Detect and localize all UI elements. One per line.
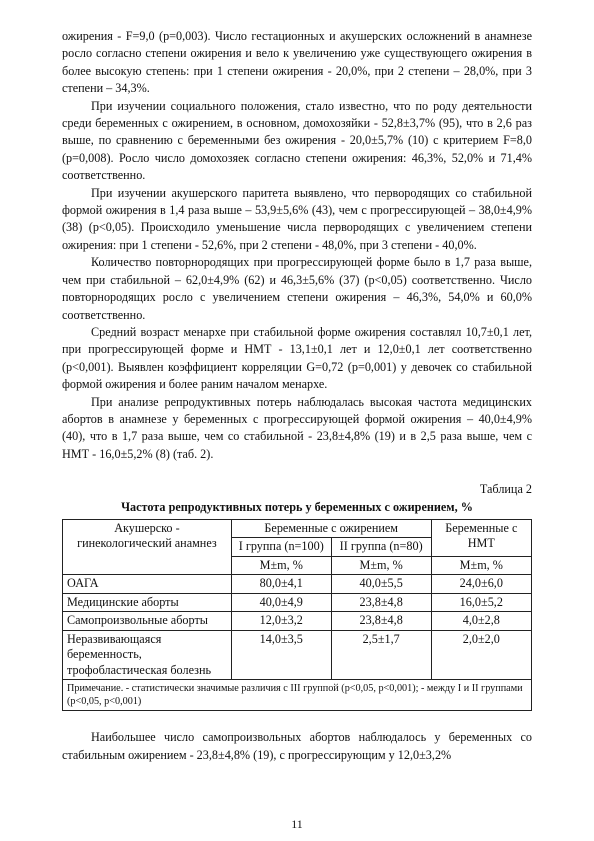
paragraph-1: ожирения - F=9,0 (p=0,003). Число гестационных и акушерских осложнений в анамнезе росло согласно степени ожирения и вело к увеличению уже существующего ожирения в более высокую степень: при 1 степени ожирения - 20,0%, при 2 степени – 28,0%, при 3 степени – 34,3%.: [62, 29, 532, 96]
row-label: Самопроизвольные аборты: [63, 612, 232, 631]
header-unit: M±m, %: [331, 556, 431, 575]
header-unit: M±m, %: [231, 556, 331, 575]
paragraph-2: При изучении социального положения, стало известно, что по роду деятельности среди беременных с ожирением, в основном, домохозяйки - 52,8±3,7% (95), что в 2,6 раз выше, по сравнению с беременными без ожирения - 20,0±5,7% (10) с критерием F=8,0 (p=0,008). Росло число домохозяек согласно степени ожирения: 46,3%, 52,0% и 71,4% соответственно.: [62, 98, 532, 183]
cell-group-2: 40,0±5,5: [331, 575, 431, 594]
paragraph-5: Средний возраст менархе при стабильной форме ожирения составлял 10,7±0,1 лет, при прогрессирующей форме и НМТ - 13,1±0,1 лет и 12,0±0,1 лет соответственно (p<0,001). Выявлен коэффициент корреляции G=0,72 (p=0,001) у девочек со стабильной формой ожирения и более раним началом менархе.: [62, 324, 532, 392]
cell-group-3: 16,0±5,2: [431, 593, 531, 612]
cell-group-3: 2,0±2,0: [431, 630, 531, 680]
table-header-row: [63, 519, 532, 538]
cell-group-2: 23,8±4,8: [331, 612, 431, 631]
table-row: [63, 593, 532, 612]
table-label: Таблица 2: [479, 482, 532, 497]
paragraph-3: При изучении акушерского паритета выявлено, что первородящих со стабильной формой ожирения в 1,4 раза выше – 53,9±5,6% (43), чем с прогрессирующей – 38,0±4,9% (38) (p<0,05). Происходило уменьшение числа первородящих с увеличением степени ожирения: при 1 степени - 52,6%, при 2 степени - 48,0%, при 3 степени - 40,0%.: [62, 185, 532, 252]
table-note: Примечание. - статистически значимые различия с III группой (p<0,05, p<0,001); - между I и II группами (p<0,05, p<0,001): [63, 680, 532, 711]
row-label: ОАГА: [63, 575, 232, 594]
paragraph-6: При анализе репродуктивных потерь наблюдалась высокая частота медицинских абортов в анамнезе у беременных с прогрессирующей формой ожирения – 40,0±4,9% (40), что в 1,7 раза выше, чем со стабильной - 23,8±4,8% (19) и в 2,5 раза выше, чем с НМТ - 16,0±5,2% (8) (таб. 2).: [62, 394, 532, 461]
table-title: Частота репродуктивных потерь у беременных с ожирением, %: [121, 499, 473, 514]
table-note-row: [63, 680, 532, 711]
row-label: Неразвивающаяся беременность, трофобластическая болезнь: [63, 630, 232, 680]
data-table: [62, 519, 532, 712]
cell-group-3: 24,0±6,0: [431, 575, 531, 594]
table-row: [63, 630, 532, 680]
row-label: Медицинские аборты: [63, 593, 232, 612]
cell-group-2: 2,5±1,7: [331, 630, 431, 680]
cell-group-1: 14,0±3,5: [231, 630, 331, 680]
cell-group-2: 23,8±4,8: [331, 593, 431, 612]
cell-group-1: 80,0±4,1: [231, 575, 331, 594]
header-group-2: II группа (n=80): [331, 538, 431, 557]
paragraph-7: Наибольшее число самопроизвольных абортов наблюдалось у беременных со стабильным ожирением - 23,8±4,8% (19), с прогрессирующим у 12,0±3,2%: [62, 730, 532, 762]
header-obese: Беременные с ожирением: [231, 519, 431, 538]
header-unit: M±m, %: [431, 556, 531, 575]
table-row: [63, 612, 532, 631]
header-group-1: I группа (n=100): [231, 538, 331, 557]
paragraph-4: Количество повторнородящих при прогрессирующей форме было в 1,7 раза выше, чем при стабильной – 62,0±4,9% (62) и 46,3±5,6% (37) (p<0,05) соответственно. Число повторнородящих росло с увеличением степени ожирения – 46,3%, 54,0% и 60,0% соответственно.: [62, 255, 532, 322]
cell-group-1: 12,0±3,2: [231, 612, 331, 631]
cell-group-1: 40,0±4,9: [231, 593, 331, 612]
table-row: [63, 575, 532, 594]
page-number: 11: [291, 817, 303, 831]
cell-group-3: 4,0±2,8: [431, 612, 531, 631]
header-nmt: Беременные с НМТ: [431, 519, 531, 556]
header-anamnesis: Акушерско - гинекологический анамнез: [63, 519, 232, 575]
